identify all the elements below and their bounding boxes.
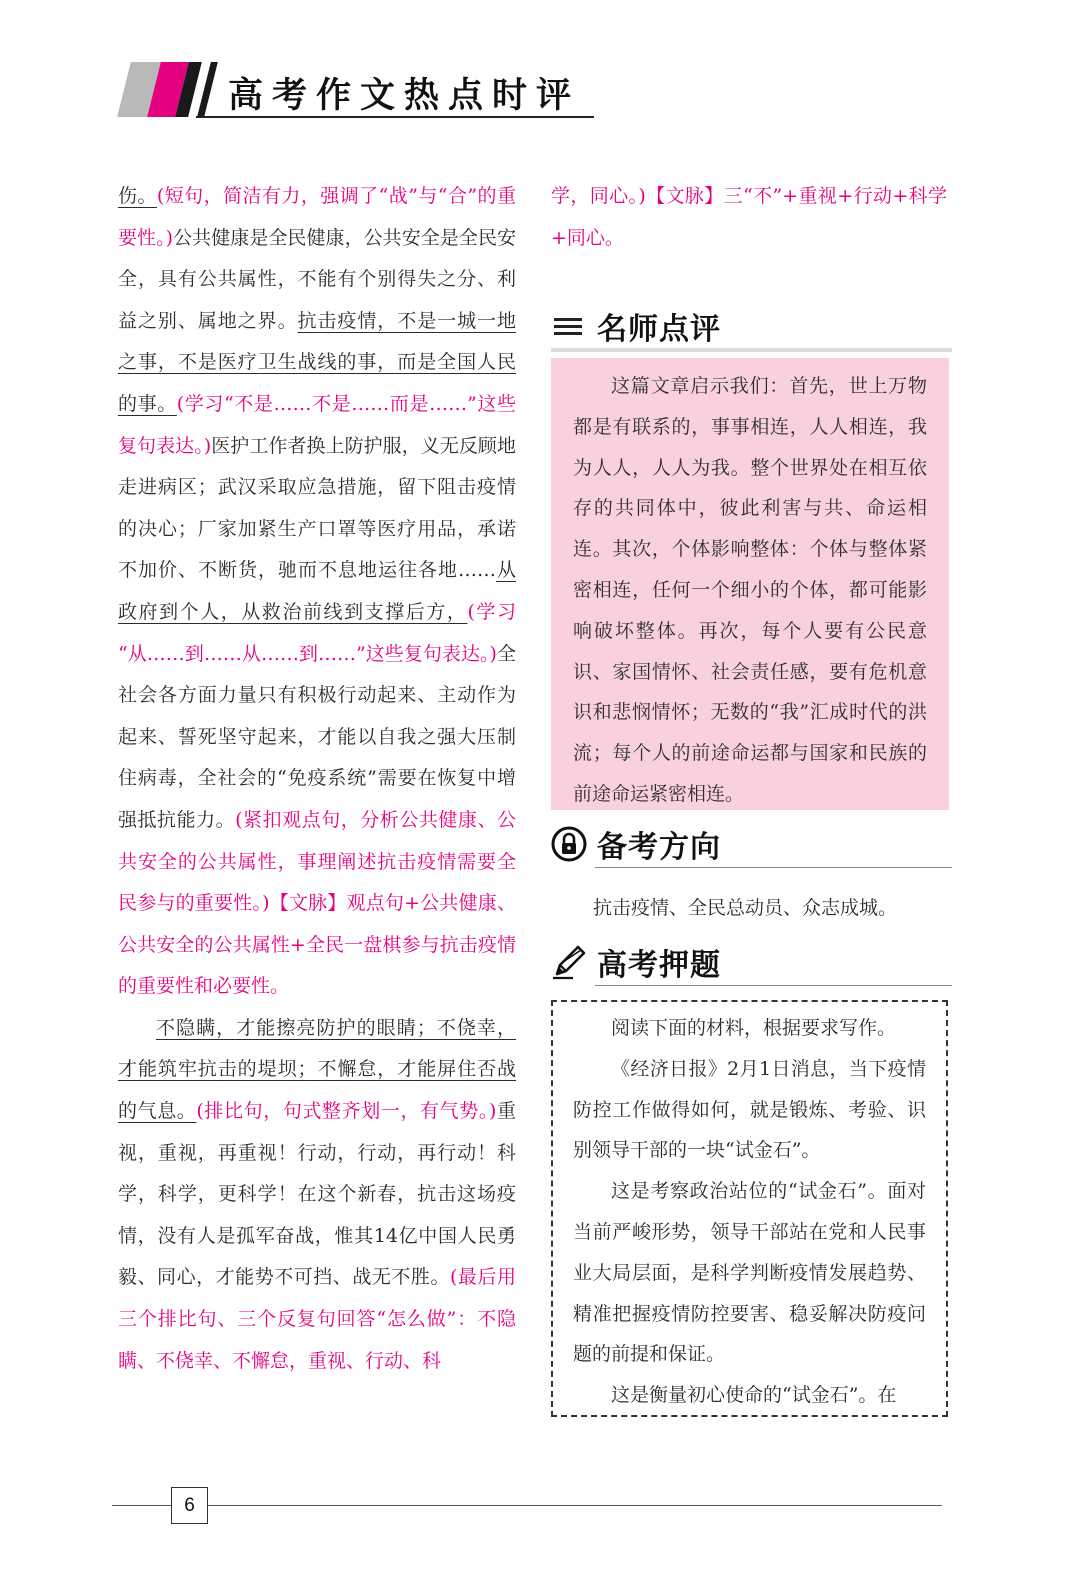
section-rule: [551, 348, 952, 352]
annotation-text: (最后用三个排比句、三个反复句回答“怎么做”：不隐瞒、不侥幸、不懈怠，重视、行动、科: [118, 1266, 516, 1372]
section-rule: [595, 985, 952, 986]
footer-rule: [112, 1505, 942, 1506]
underlined-text: 不隐瞒，才能擦亮防护的眼睛；不侥幸，才能筑牢抗击的堤坝；不懈怠，才能屏住否战的气息。: [118, 1016, 516, 1123]
section-title-direction: 备考方向: [597, 830, 721, 865]
section-header-exam: [551, 942, 952, 982]
body-text: 医护工作者换上防护服，义无反顾地走进病区；武汉采取应急措施，留下阻击疫情的决心；厂家加紧生产口罩等医疗用品，承诺不加价、不断货，驰而不息地运往各地……: [118, 434, 516, 582]
annotation-text: (排比句，句式整齐划一，有气势。): [196, 1100, 497, 1123]
annotation-text: (学习“不是……不是……而是……”这些复句表达。): [118, 392, 516, 457]
section-header-comment: [551, 306, 952, 346]
section-header-direction: [551, 824, 952, 864]
section-title-comment: 名师点评: [597, 312, 721, 347]
exam-paragraph: 这是衡量初心使命的“试金石”。在: [611, 1384, 897, 1407]
lock-icon: [551, 826, 587, 862]
section-title-exam: 高考押题: [597, 948, 721, 983]
underlined-text: 伤。: [118, 185, 157, 207]
pencil-icon: [551, 944, 587, 980]
exam-paragraph: 《经济日报》2月1日消息，当下疫情防控工作做得如何，就是锻炼、考验、识别领导干部的一块“试金石”。: [573, 1057, 926, 1162]
right-column-continuation: [551, 176, 947, 259]
body-text: 公共健康是全民健康，公共安全是全民安全，具有公共属性，不能有个别得失之分、利益之别、属地之界。: [118, 226, 516, 332]
underlined-text: 从政府到个人，从救治前线到支撑后方，: [118, 559, 516, 623]
comment-text: 这篇文章启示我们：首先，世上万物都是有联系的，事事相连，人人相连，我为人人，人人为我。整个世界处在相互依存的共同体中，彼此利害与共、命运相连。其次，个体影响整体：个体与整体紧密相连，任何一个细小的个体，都可能影响破坏整体。再次，每个人要有公民意识、家国情怀、社会责任感，要有危机意识和悲悯情怀；无数的“我”汇成时代的洪流；每个人的前途命运都与国家和民族的前途命运紧密相连。: [573, 375, 927, 805]
header-stripe-black-thin: [197, 62, 218, 117]
underlined-text: 抗击疫情，不是一城一地之事，不是医疗卫生战线的事，而是全国人民的事。: [118, 309, 516, 415]
body-text: 全社会各方面力量只有积极行动起来、主动作为起来、誓死坚守起来，才能以自我之强大压制住病毒，全社会的“免疫系统”需要在恢复中增强抵抗能力。: [118, 642, 516, 831]
section-rule: [595, 867, 952, 868]
paragraph-2: [118, 1008, 516, 1382]
paragraph-1: [118, 176, 516, 1008]
direction-text: 抗击疫情、全民总动员、众志成城。: [593, 897, 898, 919]
exam-paragraph: 阅读下面的材料，根据要求写作。: [611, 1017, 897, 1039]
page-number: 6: [171, 1487, 208, 1524]
list-icon: [551, 308, 587, 344]
body-text: 重视，重视，再重视！行动，行动，再行动！科学，科学，更科学！在这个新春，抗击这场疫情，没有人是孤军奋战，惟其14亿中国人民勇毅、同心，才能势不可挡、战无不胜。: [118, 1100, 516, 1289]
header-underline: [196, 116, 594, 118]
comment-box: [551, 358, 949, 810]
left-column: [118, 176, 516, 1382]
exam-prompt-box: [551, 1000, 948, 1417]
annotation-text: 学，同心。)【文脉】三“不”+重视+行动+科学+同心。: [551, 185, 947, 249]
annotation-text: (紧扣观点句，分析公共健康、公共安全的公共属性，事理阐述抗击疫情需要全民参与的重要性。)【文脉】观点句+公共健康、公共安全的公共属性+全民一盘棋参与抗击疫情的重要性和必要性。: [118, 808, 516, 998]
annotation-text: (短句，简洁有力，强调了“战”与“合”的重要性。): [118, 185, 516, 249]
exam-paragraph: 这是考察政治站位的“试金石”。面对当前严峻形势，领导干部站在党和人民事业大局层面，是科学判断疫情发展趋势、精准把握疫情防控要害、稳妥解决防疫问题的前提和保证。: [573, 1180, 926, 1366]
page-title: 高考作文热点时评: [228, 76, 581, 116]
annotation-text: (学习 “从……到……从……到……”这些复句表达。): [118, 600, 516, 665]
